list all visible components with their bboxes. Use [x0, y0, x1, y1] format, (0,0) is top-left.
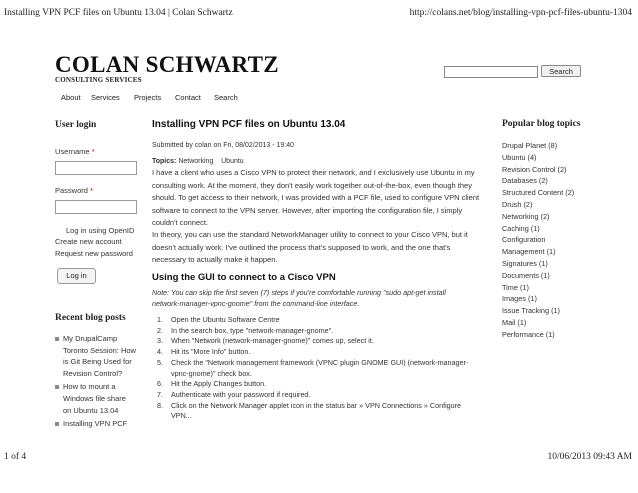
popular-topic-text: Drupal Planet (8): [502, 141, 558, 150]
recent-post-text: Windows file share: [63, 393, 126, 403]
recent-post-text: How to mount a: [63, 382, 116, 392]
popular-topic-link[interactable]: [502, 140, 612, 152]
recent-post-text: My DrupalCamp: [63, 334, 118, 343]
topic-link-ubuntu[interactable]: Ubuntu: [221, 158, 244, 165]
post-paragraph-2: [152, 229, 480, 267]
step-item: 8. Click on the Network Manager applet icon in the status bar » VPN Connections » Configure VPN...: [157, 401, 482, 422]
bullet-icon: [55, 422, 59, 426]
text-line: should. To get access to their network, I was provided with a PCF file, used to configure VPN client: [152, 193, 480, 202]
recent-posts-title: Recent blog posts: [55, 313, 126, 323]
login-button[interactable]: Log in: [57, 268, 96, 284]
popular-topic-text: Caching (1): [502, 223, 540, 233]
popular-topic-link[interactable]: [502, 258, 612, 270]
step-text: VPN...: [171, 411, 192, 421]
step-text: Hit the Apply Changes button.: [171, 379, 267, 389]
print-header-url: http://colans.net/blog/installing-vpn-pcf-files-ubuntu-1304: [409, 8, 632, 18]
step-text: When "Network (network-manager-gnome)" comes up, select it.: [171, 336, 374, 346]
post-subheading: Using the GUI to connect to a Cisco VPN: [152, 272, 336, 283]
text-line: necessary to actually make it happen.: [152, 255, 278, 264]
bullet-icon: [55, 385, 59, 389]
recent-post-text: is Git Being Used for: [63, 357, 132, 367]
text-line: network-manager-vpnc-gnome" from the command-line interface.: [152, 299, 360, 308]
password-label: Password *: [55, 186, 93, 195]
print-footer-page: 1 of 4: [4, 452, 27, 462]
text-line: consulting work. At the moment, they don't easily work together out-of-the-box, even though they: [152, 180, 472, 190]
search-button[interactable]: Search: [541, 65, 581, 77]
post-submitted: Submitted by colan on Fri, 08/02/2013 - 19:40: [152, 142, 295, 149]
step-text: vpnc-gnome)" check box.: [171, 368, 252, 378]
popular-topic-link[interactable]: [502, 199, 612, 211]
popular-topic-link[interactable]: [502, 317, 612, 329]
popular-topic-text: Images (1): [502, 294, 537, 304]
nav-services[interactable]: Services: [91, 93, 120, 102]
recent-posts-list: [55, 333, 145, 432]
text-line: doesn't actually work. I've outlined the process that's supposed to work, and the one that's: [152, 242, 451, 252]
topics-label: Topics:: [152, 158, 177, 165]
step-item: 1. Open the Ubuntu Software Centre: [157, 315, 482, 326]
recent-post-text: Toronto Session: How: [63, 345, 136, 355]
recent-post-link[interactable]: [55, 333, 145, 379]
popular-topic-text: Performance (1): [502, 329, 555, 339]
post-topics: [152, 158, 244, 165]
popular-topic-link[interactable]: [502, 152, 612, 164]
site-title[interactable]: COLAN SCHWARTZ: [55, 52, 279, 77]
recent-post-text: Installing VPN PCF: [63, 419, 128, 429]
step-item: 5. Check the "Network management framework (VPNC plugin GNOME GUI) (network-manager- vpnc-gnome)" check box.: [157, 358, 482, 379]
step-item: 4. Hit its "More Info" button.: [157, 347, 482, 358]
step-text: Hit its "More Info" button.: [171, 347, 251, 357]
popular-topic-text: Mail (1): [502, 317, 527, 327]
popular-topic-text: Databases (2): [502, 176, 548, 186]
popular-topic-text: Drush (2): [502, 199, 533, 209]
popular-topics-list: [502, 140, 612, 341]
popular-topic-text: Time (1): [502, 282, 529, 292]
popular-topic-text: Management (1): [502, 247, 556, 257]
print-header-title: Installing VPN PCF files on Ubuntu 13.04 | Colan Schwartz: [4, 8, 233, 18]
text-line: Note: You can skip the first seven (7) steps if you're comfortable running "sudo apt-get install: [152, 288, 446, 297]
recent-post-text: Revision Control?: [63, 368, 123, 378]
text-line: software to connect to the VPN server. However, after importing the configuration file, I simply: [152, 205, 463, 215]
text-line: I have a client who uses a Cisco VPN to protect their network, and I exclusively use Ubuntu in my: [152, 168, 475, 177]
step-item: 2. In the search box, type "network-manager-gnome".: [157, 326, 482, 337]
popular-topic-text: Ubuntu (4): [502, 152, 537, 162]
username-label: Username *: [55, 147, 95, 156]
request-password-link[interactable]: Request new password: [55, 249, 133, 258]
popular-topic-text: Signatures (1): [502, 258, 548, 268]
nav-search[interactable]: Search: [214, 93, 238, 102]
nav-contact[interactable]: Contact: [175, 93, 201, 102]
popular-topic-link[interactable]: [502, 234, 612, 258]
popular-topic-text: Issue Tracking (1): [502, 306, 560, 316]
popular-topic-link[interactable]: [502, 164, 612, 176]
post-paragraph-1: [152, 167, 480, 230]
bullet-icon: [55, 337, 59, 341]
popular-topic-link[interactable]: [502, 223, 612, 235]
print-footer-datetime: 10/06/2013 09:43 AM: [547, 452, 632, 462]
popular-topic-text: Configuration: [502, 235, 546, 245]
popular-topic-text: Documents (1): [502, 270, 550, 280]
site-slogan: CONSULTING SERVICES: [55, 76, 142, 84]
popular-topic-link[interactable]: [502, 187, 612, 199]
user-login-title: User login: [55, 120, 97, 130]
step-text: Check the "Network management framework (VPNC plugin GNOME GUI) (network-manager-: [171, 357, 469, 367]
post-note: [152, 287, 482, 309]
nav-about[interactable]: About: [61, 93, 81, 102]
nav-projects[interactable]: Projects: [134, 93, 162, 102]
popular-topic-link[interactable]: [502, 282, 612, 294]
step-item: 3. When "Network (network-manager-gnome)" comes up, select it.: [157, 336, 482, 347]
step-text: Authenticate with your password if required.: [171, 389, 311, 399]
popular-topic-link[interactable]: [502, 211, 612, 223]
post-title: Installing VPN PCF files on Ubuntu 13.04: [152, 119, 346, 130]
popular-topic-link[interactable]: [502, 305, 612, 317]
popular-topic-link[interactable]: [502, 270, 612, 282]
popular-topics-title: Popular blog topics: [502, 119, 581, 129]
popular-topic-text: Networking (2): [502, 211, 550, 221]
password-field[interactable]: [55, 200, 137, 214]
recent-post-link[interactable]: [55, 418, 145, 430]
topic-link-networking[interactable]: Networking: [178, 158, 214, 165]
popular-topic-text: Revision Control (2): [502, 164, 567, 174]
popular-topic-link[interactable]: [502, 175, 612, 187]
text-line: couldn't connect.: [152, 218, 209, 227]
recent-post-text: on Ubuntu 13.04: [63, 405, 119, 415]
step-text: Open the Ubuntu Software Centre: [171, 315, 280, 324]
steps-list: [157, 315, 482, 422]
popular-topic-text: Structured Content (2): [502, 188, 575, 198]
openid-link[interactable]: Log in using OpenID: [66, 226, 135, 235]
recent-post-link[interactable]: [55, 381, 145, 416]
popular-topic-link[interactable]: [502, 329, 612, 341]
create-account-link[interactable]: Create new account: [55, 237, 122, 246]
step-item: 6. Hit the Apply Changes button.: [157, 379, 482, 390]
username-field[interactable]: [55, 161, 137, 175]
text-line: In theory, you can use the standard NetworkManager utility to connect to your Cisco VPN, but it: [152, 230, 468, 239]
step-text: Click on the Network Manager applet icon in the status bar » VPN Connections » Configure: [171, 400, 462, 410]
popular-topic-link[interactable]: [502, 293, 612, 305]
step-text: In the search box, type "network-manager-gnome".: [171, 325, 334, 335]
step-item: 7. Authenticate with your password if required.: [157, 390, 482, 401]
search-input[interactable]: [444, 66, 538, 78]
